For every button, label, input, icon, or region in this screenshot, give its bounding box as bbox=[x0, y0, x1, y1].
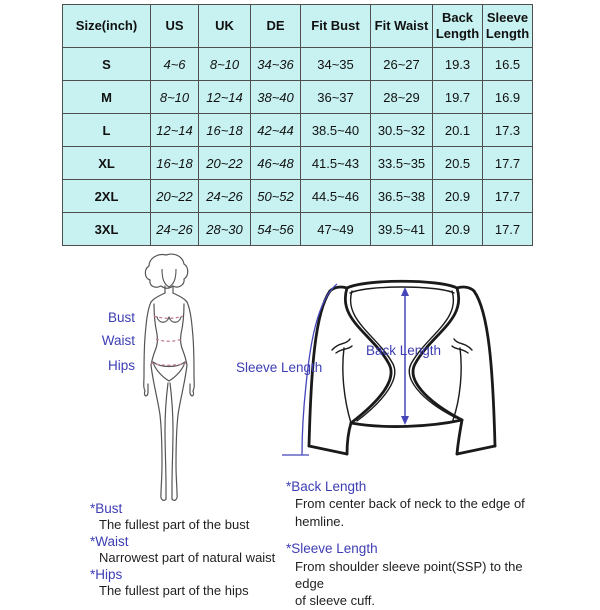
sleeve-cell: 16.5 bbox=[483, 48, 533, 81]
size-chart-table bbox=[62, 4, 533, 246]
measurement-notes-left bbox=[90, 501, 315, 599]
bust-cell: 41.5~43 bbox=[301, 147, 371, 180]
bust-cell: 34~35 bbox=[301, 48, 371, 81]
size-row-l bbox=[63, 114, 533, 147]
us-cell: 24~26 bbox=[151, 213, 199, 246]
col-header-size: Size(inch) bbox=[63, 5, 151, 48]
size-row-xl bbox=[63, 147, 533, 180]
back-cell: 20.9 bbox=[433, 213, 483, 246]
uk-cell: 12~14 bbox=[199, 81, 251, 114]
waist-cell: 33.5~35 bbox=[371, 147, 433, 180]
uk-cell: 20~22 bbox=[199, 147, 251, 180]
size-cell: 3XL bbox=[63, 213, 151, 246]
note-hips bbox=[90, 567, 315, 600]
note-sleeve-length bbox=[286, 540, 544, 610]
size-cell: 2XL bbox=[63, 180, 151, 213]
note-desc: Narrowest part of natural waist bbox=[99, 550, 276, 566]
note-desc: of sleeve cuff. bbox=[295, 593, 375, 609]
back-cell: 20.5 bbox=[433, 147, 483, 180]
note-desc: hemline. bbox=[295, 513, 345, 529]
col-header-fit-bust: Fit Bust bbox=[301, 5, 371, 48]
waist-cell: 26~27 bbox=[371, 48, 433, 81]
waist-cell: 28~29 bbox=[371, 81, 433, 114]
note-back-length bbox=[286, 478, 544, 530]
note-desc: The fullest part of the bust bbox=[99, 517, 250, 533]
note-desc: The fullest part of the hips bbox=[99, 583, 249, 599]
us-cell: 16~18 bbox=[151, 147, 199, 180]
bust-cell: 44.5~46 bbox=[301, 180, 371, 213]
note-term: *Back Length bbox=[286, 479, 367, 494]
bust-label: Bust bbox=[107, 310, 135, 325]
sleeve-cell: 17.7 bbox=[483, 213, 533, 246]
col-header-back-length: Back Length bbox=[433, 5, 483, 48]
body-outline bbox=[144, 286, 195, 500]
note-term: *Bust bbox=[90, 501, 123, 516]
note-term: *Sleeve Length bbox=[286, 541, 378, 557]
note-term: *Waist bbox=[90, 533, 129, 549]
col-header-uk: UK bbox=[199, 5, 251, 48]
us-cell: 12~14 bbox=[151, 114, 199, 147]
sleeve-cell: 17.7 bbox=[483, 180, 533, 213]
back-cell: 20.1 bbox=[433, 114, 483, 147]
size-table-header bbox=[63, 5, 533, 48]
note-bust bbox=[90, 501, 315, 534]
size-cell: XL bbox=[63, 147, 151, 180]
uk-cell: 24~26 bbox=[199, 180, 251, 213]
waist-cell: 30.5~32 bbox=[371, 114, 433, 147]
us-cell: 8~10 bbox=[151, 81, 199, 114]
back-cell: 20.9 bbox=[433, 180, 483, 213]
bust-cell: 38.5~40 bbox=[301, 114, 371, 147]
hips-label: Hips bbox=[107, 358, 135, 373]
size-cell: S bbox=[63, 48, 151, 81]
size-cell: L bbox=[63, 114, 151, 147]
waist-cell: 36.5~38 bbox=[371, 180, 433, 213]
uk-cell: 28~30 bbox=[199, 213, 251, 246]
note-waist bbox=[90, 534, 315, 567]
uk-cell: 16~18 bbox=[199, 114, 251, 147]
note-term: *Hips bbox=[90, 566, 123, 582]
note-desc: From shoulder sleeve point(SSP) to the edge bbox=[295, 558, 523, 592]
bust-cell: 36~37 bbox=[301, 81, 371, 114]
size-table-body bbox=[63, 48, 533, 246]
note-desc: From center back of neck to the edge of bbox=[295, 496, 525, 512]
hair-outline bbox=[145, 254, 187, 288]
back-cell: 19.3 bbox=[433, 48, 483, 81]
waist-measure-line bbox=[156, 339, 182, 341]
col-header-sleeve-length: Sleeve Length bbox=[483, 5, 533, 48]
de-cell: 38~40 bbox=[251, 81, 301, 114]
header-row bbox=[63, 5, 533, 48]
col-header-us: US bbox=[151, 5, 199, 48]
sleeve-cell: 17.7 bbox=[483, 147, 533, 180]
sleeve-cell: 17.3 bbox=[483, 114, 533, 147]
size-row-s bbox=[63, 48, 533, 81]
back-cell: 19.7 bbox=[433, 81, 483, 114]
us-cell: 20~22 bbox=[151, 180, 199, 213]
de-cell: 54~56 bbox=[251, 213, 301, 246]
back-length-label: Back Length bbox=[366, 343, 442, 358]
de-cell: 46~48 bbox=[251, 147, 301, 180]
sleeve-cell: 16.9 bbox=[483, 81, 533, 114]
sleeve-length-label: Sleeve Length bbox=[236, 360, 323, 375]
size-cell: M bbox=[63, 81, 151, 114]
measurement-notes-right bbox=[286, 478, 544, 610]
uk-cell: 8~10 bbox=[199, 48, 251, 81]
bust-cell: 47~49 bbox=[301, 213, 371, 246]
size-row-3xl bbox=[63, 213, 533, 246]
female-figure-drawing bbox=[120, 253, 215, 503]
col-header-fit-waist: Fit Waist bbox=[371, 5, 433, 48]
waist-label: Waist bbox=[101, 333, 135, 348]
us-cell: 4~6 bbox=[151, 48, 199, 81]
de-cell: 42~44 bbox=[251, 114, 301, 147]
de-cell: 34~36 bbox=[251, 48, 301, 81]
size-row-m bbox=[63, 81, 533, 114]
waist-cell: 39.5~41 bbox=[371, 213, 433, 246]
size-row-2xl bbox=[63, 180, 533, 213]
col-header-de: DE bbox=[251, 5, 301, 48]
jacket-outline bbox=[309, 281, 495, 454]
de-cell: 50~52 bbox=[251, 180, 301, 213]
